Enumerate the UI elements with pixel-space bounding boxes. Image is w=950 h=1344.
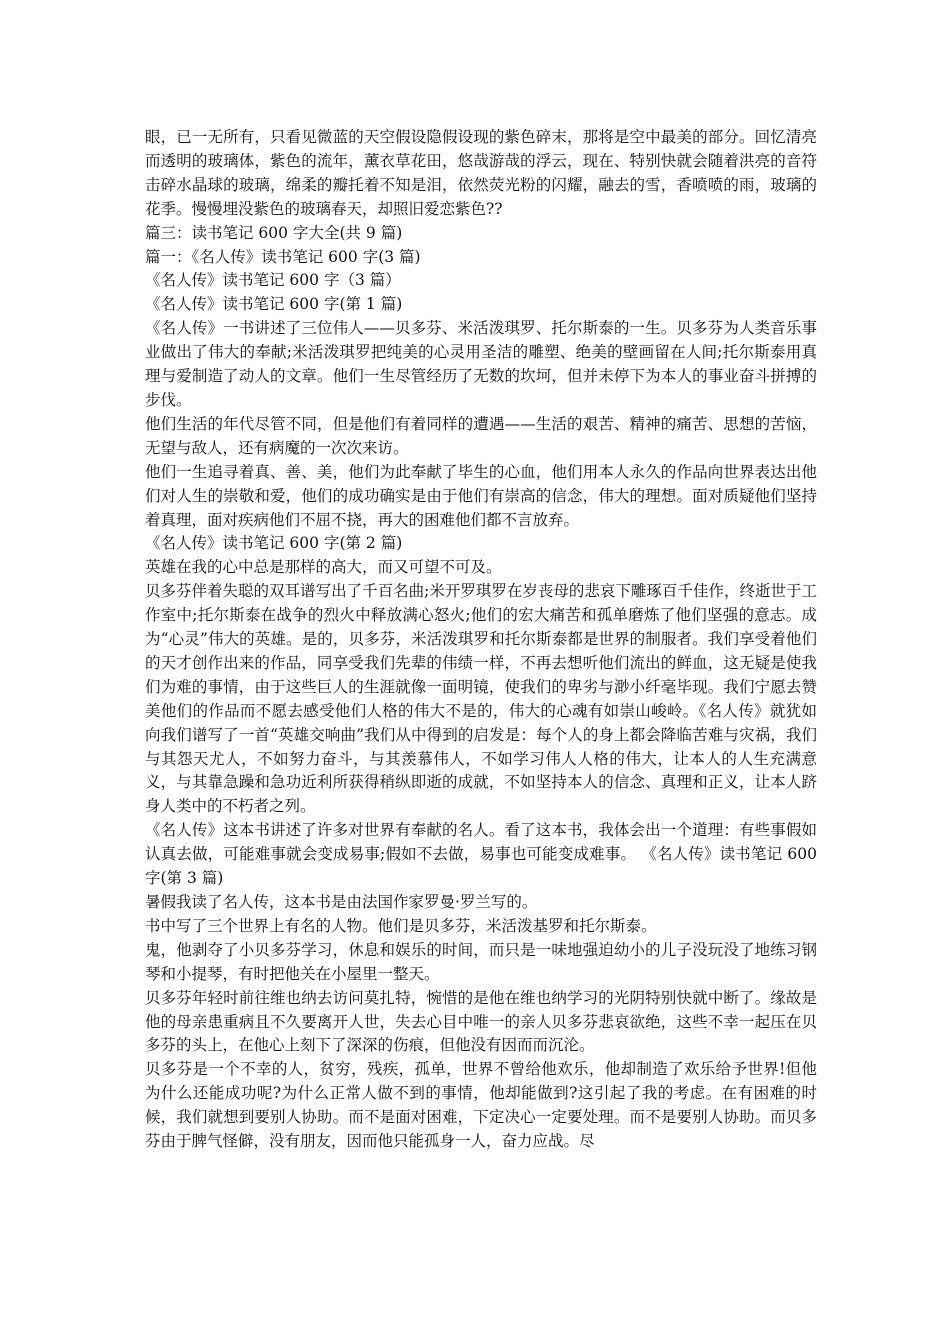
article-heading: 篇一：《名人传》读书笔记 600 字(3 篇) (145, 247, 421, 266)
paragraph: 他们生活的年代尽管不同，但是他们有着同样的遭遇——生活的艰苦、精神的痛苦、思想的苦恼，无望与敌人，还有病魔的一次次来访。 (145, 414, 817, 457)
section-heading: 篇三：读书笔记 600 字大全(共 9 篇) (145, 223, 403, 242)
paragraph: 《名人传》这本书讲述了许多对世界有奉献的名人。看了这本书，我体会出一个道理：有些事假如认真去做，可能难事就会变成易事;假如不去做，易事也可能变成难事。 《名人传》读书笔记 600 字(第 3 篇) (145, 821, 817, 888)
paragraph: 眼，已一无所有，只看见微蓝的天空假设隐假设现的紫色碎末，那将是空中最美的部分。回忆清亮而透明的玻璃体，紫色的流年，薰衣草花田，悠哉游哉的浮云，现在、特别快就会随着洪亮的音符击碎水晶球的玻璃，绵柔的瓣托着不知是泪，依然荧光粉的闪耀，融去的雪，香喷喷的雨，玻璃的花季。慢慢埋没紫色的玻璃春天，却照旧爱恋紫色?? (145, 128, 817, 218)
article-subheading: 《名人传》读书笔记 600 字（3 篇） (145, 271, 401, 290)
paragraph: 贝多芬伴着失聪的双耳谱写出了千百名曲;米开罗琪罗在岁丧母的悲哀下雕琢百千佳作，终逝世于工作室中;托尔斯泰在战争的烈火中释放满心怒火;他们的宏大痛苦和孤单磨炼了他们坚强的意志。成为“心灵”伟大的英雄。是的，贝多芬，米活泼琪罗和托尔斯泰都是世界的制服者。我们享受着他们的天才创作出来的作品，同享受我们先辈的伟绩一样，不再去想听他们流出的鲜血，这无疑是使我们为难的事情，由于这些巨人的生涯就像一面明镜，使我们的卑劣与渺小纤毫毕现。我们宁愿去赞美他们的作品而不愿去感受他们人格的伟大不是的，伟大的心魂有如崇山峻岭。《名人传》就犹如向我们谱写了一首“英雄交响曲”我们从中得到的启发是：每个人的身上都会降临苦难与灾祸，我们与其怨天尤人，不如努力奋斗，与其羡慕伟人，不如学习伟人人格的伟大，让本人的人生充满意义，与其靠急躁和急功近利所获得稍纵即逝的成就，不如坚持本人的信念、真理和正义，让本人跻身人类中的不朽者之列。 (145, 582, 817, 816)
paragraph: 暑假我读了名人传，这本书是由法国作家罗曼·罗兰写的。 (145, 893, 538, 911)
paragraph: 书中写了三个世界上有名的人物。他们是贝多芬，米活泼基罗和托尔斯泰。 (145, 916, 657, 935)
paragraph: 鬼，他剥夺了小贝多芬学习，休息和娱乐的时间，而只是一味地强迫幼小的儿子没玩没了地练习钢琴和小提琴，有时把他关在小屋里一整天。 (145, 940, 817, 983)
paragraph: 《名人传》一书讲述了三位伟人——贝多芬、米活泼琪罗、托尔斯泰的一生。贝多芬为人类音乐事业做出了伟大的奉献;米活泼琪罗把纯美的心灵用圣洁的雕塑、绝美的壁画留在人间;托尔斯泰用真理与爱制造了动人的文章。他们一生尽管经历了无数的坎坷，但并未停下为本人的事业奋斗拼搏的步伐。 (145, 319, 817, 409)
document-page (145, 126, 817, 1154)
part-heading: 《名人传》读书笔记 600 字(第 1 篇) (145, 295, 403, 314)
part-heading: 《名人传》读书笔记 600 字(第 2 篇) (145, 534, 403, 553)
paragraph: 英雄在我的心中总是那样的高大，而又可望不可及。 (145, 558, 502, 577)
paragraph: 贝多芬是一个不幸的人，贫穷，残疾，孤单，世界不曾给他欢乐，他却制造了欢乐给予世界!但他为什么还能成功呢?为什么正常人做不到的事情，他却能做到?这引起了我的考虑。在有困难的时候，我们就想到要别人协助。而不是面对困难，下定决心一定要处理。而不是要别人协助。而贝多芬由于脾气怪僻，没有朋友，因而他只能孤身一人，奋力应战。尽 (145, 1060, 817, 1151)
paragraph: 贝多芬年轻时前往维也纳去访问莫扎特，惋惜的是他在维也纳学习的光阴特别快就中断了。缘故是他的母亲患重病且不久要离开人世，失去心目中唯一的亲人贝多芬悲哀欲绝，这些不幸一起压在贝多芬的头上，在他心上刻下了深深的伤痕，但他没有因而而沉沦。 (145, 988, 817, 1055)
paragraph: 他们一生追寻着真、善、美，他们为此奉献了毕生的心血，他们用本人永久的作品向世界表达出他们对人生的崇敬和爱，他们的成功确实是由于他们有崇高的信念，伟大的理想。面对质疑他们坚持着真理，面对疾病他们不屈不挠，再大的困难他们都不言放弃。 (145, 462, 817, 529)
